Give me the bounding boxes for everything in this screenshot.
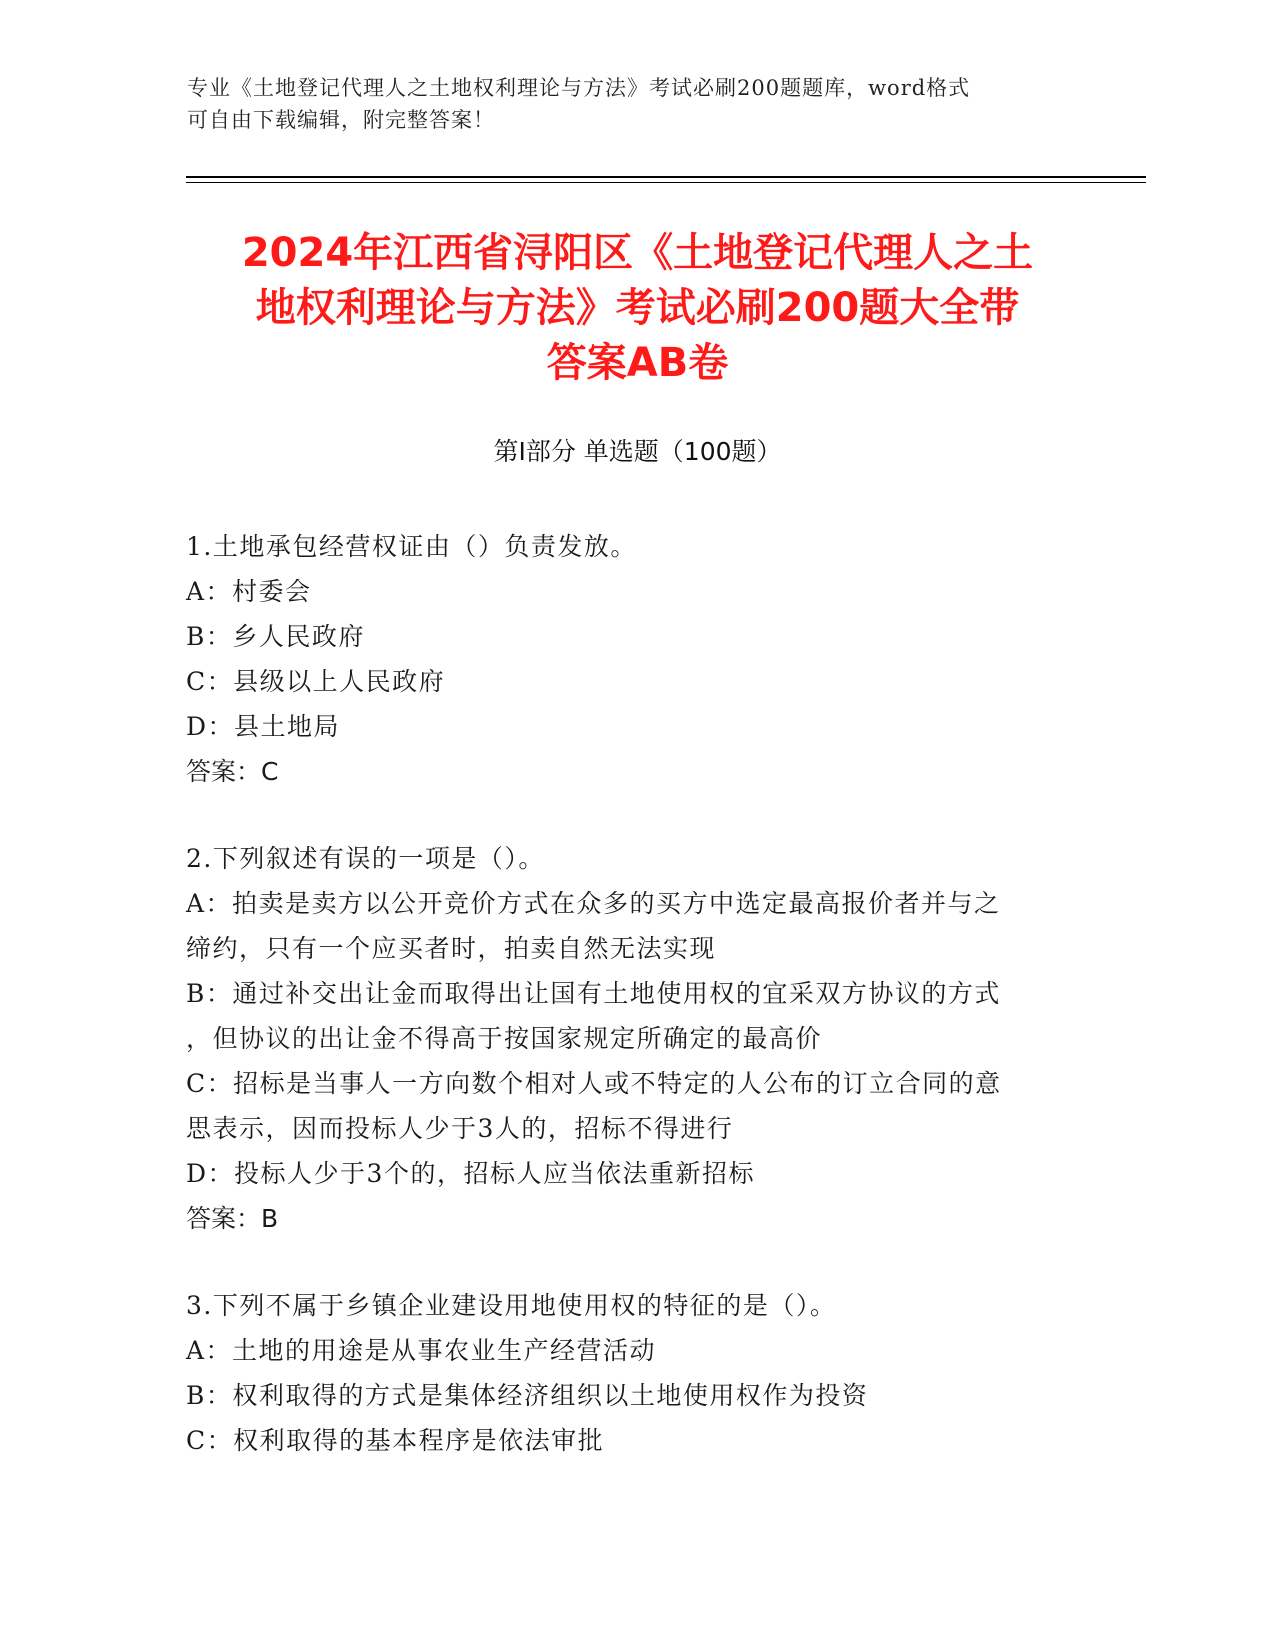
- question-option: B：权利取得的方式是集体经济组织以土地使用权作为投资: [186, 1381, 869, 1410]
- question-option-continued: 缔约，只有一个应买者时，拍卖自然无法实现: [186, 934, 717, 963]
- document-title: [150, 226, 1125, 391]
- question-list: [186, 524, 1071, 1505]
- document-title-line-1: 2024年江西省浔阳区《土地登记代理人之土: [241, 230, 1034, 276]
- question-stem: 2.下列叙述有误的一项是（）。: [186, 844, 545, 873]
- header-rule-thick: [186, 176, 1146, 178]
- question-option-continued: ，但协议的出让金不得高于按国家规定所确定的最高价: [186, 1024, 823, 1053]
- question-stem: 1.土地承包经营权证由（）负责发放。: [186, 532, 637, 561]
- question-option: A：村委会: [186, 577, 312, 606]
- document-title-line-2: 地权利理论与方法》考试必刷200题大全带: [255, 285, 1020, 331]
- question-3: [186, 1283, 1071, 1463]
- question-option: C：招标是当事人一方向数个相对人或不特定的人公布的订立合同的意: [186, 1069, 1002, 1098]
- question-answer: 答案：C: [186, 757, 279, 786]
- header-note-line-1: 专业《土地登记代理人之土地权利理论与方法》考试必刷200题题库，word格式: [187, 76, 971, 100]
- header-note-line-2: 可自由下载编辑，附完整答案！: [187, 108, 495, 132]
- header-note: [187, 72, 1087, 136]
- question-1: [186, 524, 1071, 794]
- question-option: C：权利取得的基本程序是依法审批: [186, 1426, 605, 1455]
- section-title: 第Ⅰ部分 单选题（100题）: [493, 437, 782, 466]
- question-stem: 3.下列不属于乡镇企业建设用地使用权的特征的是（）。: [186, 1291, 837, 1320]
- question-option: D：投标人少于3个的，招标人应当依法重新招标: [186, 1159, 755, 1188]
- question-option: D：县土地局: [186, 712, 341, 741]
- question-option: B：通过补交出让金而取得出让国有土地使用权的宜采双方协议的方式: [186, 979, 1001, 1008]
- question-option: A：拍卖是卖方以公开竞价方式在众多的买方中选定最高报价者并与之: [186, 889, 1001, 918]
- question-option-continued: 思表示，因而投标人少于3人的，招标不得进行: [186, 1114, 734, 1143]
- question-option: B：乡人民政府: [186, 622, 365, 651]
- question-option: C：县级以上人民政府: [186, 667, 446, 696]
- question-answer: 答案：B: [186, 1204, 279, 1233]
- document-title-line-3: 答案AB卷: [546, 340, 729, 386]
- question-2: [186, 836, 1071, 1241]
- question-option: A：土地的用途是从事农业生产经营活动: [186, 1336, 657, 1365]
- header-rule-thin: [186, 182, 1146, 183]
